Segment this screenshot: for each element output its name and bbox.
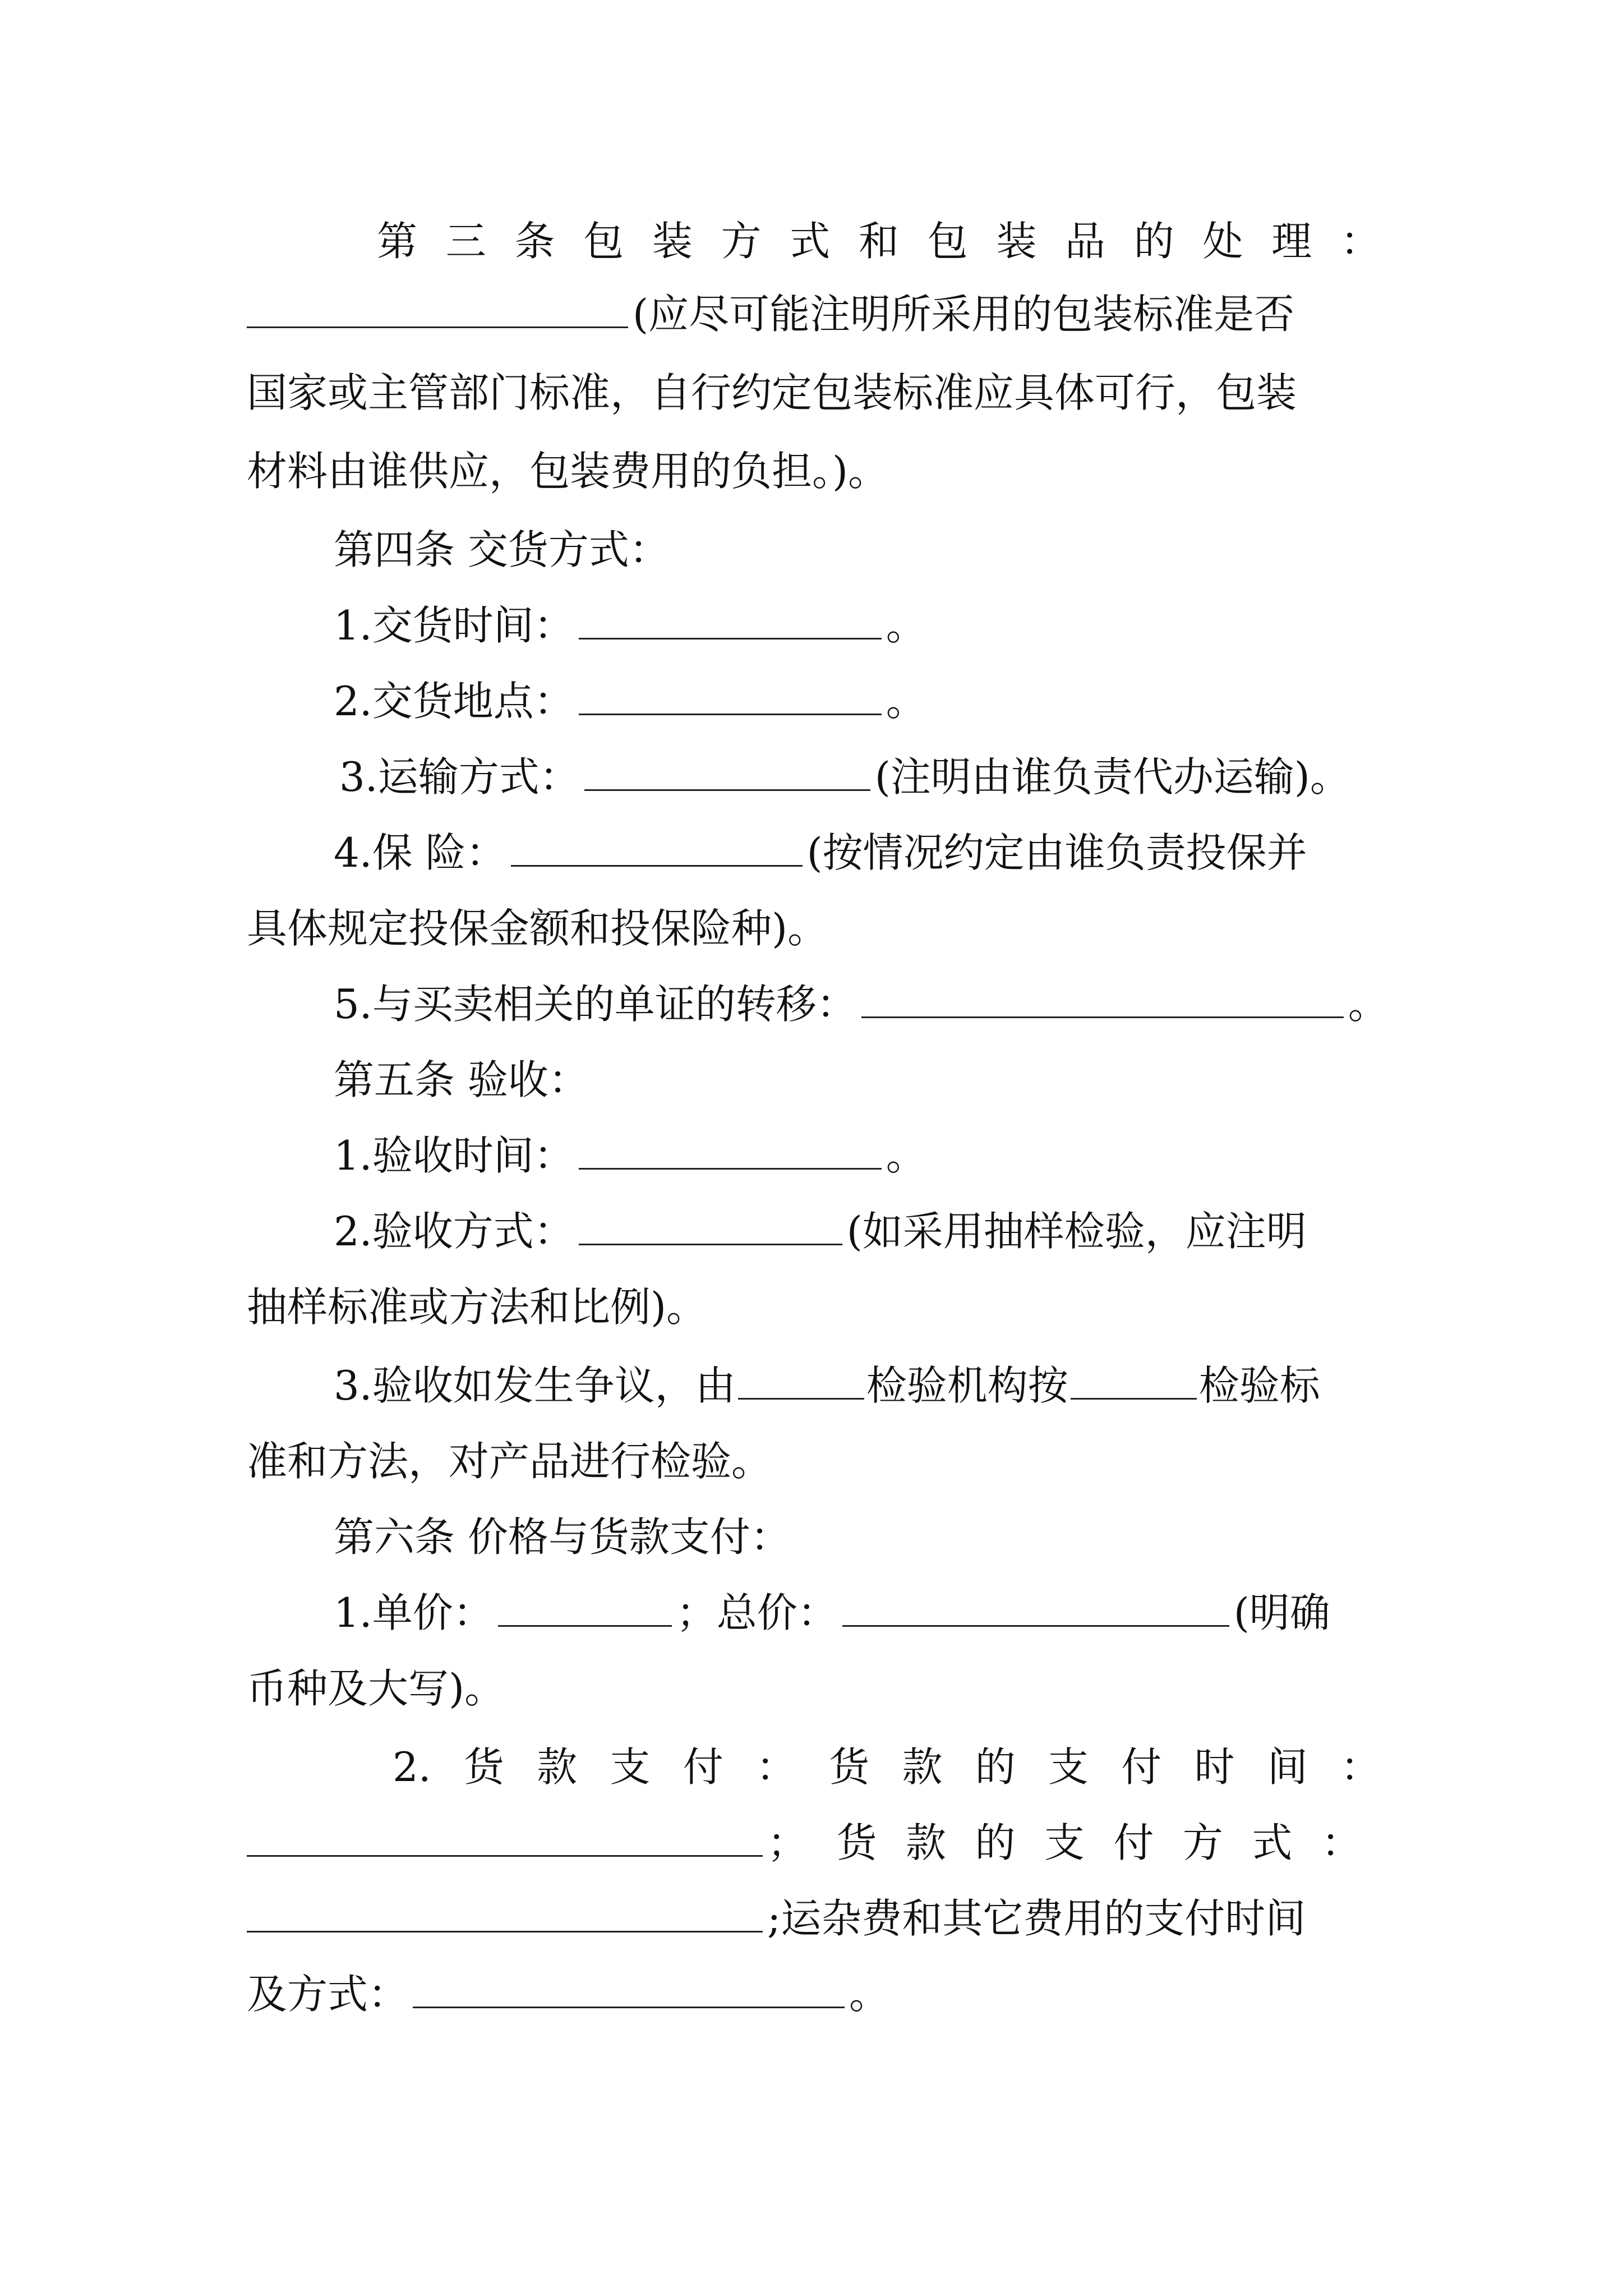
article-3-line-2: 国家或主管部门标准，自行约定包装标准应具体可行，包装 <box>247 369 1297 416</box>
documents-end: 。 <box>1348 981 1389 1028</box>
other-fees-method-line <box>247 1961 1380 2028</box>
inspection-time-line <box>334 1122 1467 1189</box>
payment-method-blank[interactable] <box>247 1897 763 1932</box>
payment-time-line <box>393 1733 1381 1801</box>
other-fees-line <box>247 1885 1380 1952</box>
documents-blank[interactable] <box>861 983 1344 1018</box>
article-3-title-char: 理 <box>1271 218 1312 265</box>
unit-price-blank[interactable] <box>498 1591 672 1627</box>
other-fees-end: 。 <box>849 1971 890 2018</box>
article-3-title-char: ： <box>1340 218 1381 265</box>
payment-time-label-char: 支 <box>1048 1743 1089 1791</box>
insurance-note-2: 具体规定投保金额和投保险种)。 <box>247 905 828 952</box>
payment-method-label-char: ： <box>1321 1819 1362 1866</box>
inspection-method-note-1: (如采用抽样检验，应注明 <box>846 1208 1307 1255</box>
delivery-place-line <box>334 668 1467 735</box>
payment-method-label-char: 付 <box>1113 1819 1154 1866</box>
article-3-title-char: 和 <box>858 218 899 265</box>
payment-time-label-char: 货 <box>829 1743 870 1791</box>
transport-label: 3.运输方式： <box>339 753 580 800</box>
payment-method-label-char: 货 <box>836 1819 877 1866</box>
delivery-time-label: 1.交货时间： <box>334 602 574 649</box>
inspection-method-blank[interactable] <box>579 1210 842 1245</box>
payment-time-label-char: 付 <box>683 1743 723 1791</box>
inspection-time-end: 。 <box>886 1132 926 1179</box>
delivery-place-label: 2.交货地点： <box>334 678 574 725</box>
article-3-title <box>377 208 1381 275</box>
payment-time-label-char: ： <box>755 1743 796 1791</box>
payment-time-label-char: 款 <box>537 1743 578 1791</box>
unit-price-label: 1.单价： <box>334 1589 494 1636</box>
other-fees-text: ;运杂费和其它费用的支付时间 <box>767 1895 1306 1942</box>
article-4-heading: 第四条 交货方式： <box>334 526 670 573</box>
payment-method-label-char: 的 <box>975 1819 1016 1866</box>
payment-method-label <box>767 1809 1362 1876</box>
payment-time-label-char: 支 <box>610 1743 651 1791</box>
payment-method-label-char: 式 <box>1252 1819 1293 1866</box>
transport-note: (注明由谁负责代办运输)。 <box>874 753 1350 800</box>
inspection-time-label: 1.验收时间： <box>334 1132 574 1179</box>
payment-time-label-char: 的 <box>975 1743 1016 1791</box>
delivery-place-blank[interactable] <box>579 680 882 715</box>
article-3-note-1: (应尽可能注明所采用的包装标准是否 <box>633 291 1295 338</box>
article-3-title-char: 式 <box>790 218 831 265</box>
article-3-title-char: 装 <box>652 218 693 265</box>
payment-time-label-char: 时 <box>1194 1743 1235 1791</box>
article-3-title-char: 条 <box>514 218 555 265</box>
payment-time-label-char: 款 <box>902 1743 943 1791</box>
delivery-place-end: 。 <box>886 678 926 725</box>
article-3-title-char: 装 <box>996 218 1037 265</box>
total-price-label: ；总价： <box>676 1589 838 1636</box>
insurance-line <box>334 819 1467 886</box>
insurance-blank[interactable] <box>511 831 803 867</box>
packaging-blank[interactable] <box>247 293 628 328</box>
inspection-time-blank[interactable] <box>579 1134 882 1170</box>
insurance-note-1: (按情况约定由谁负责投保并 <box>806 829 1307 876</box>
payment-method-label-char: 方 <box>1182 1819 1223 1866</box>
payment-method-label-char: 款 <box>905 1819 946 1866</box>
payment-time-label-char: 付 <box>1121 1743 1162 1791</box>
dispute-text-a: 3.验收如发生争议，由 <box>334 1362 736 1409</box>
article-3-title-char: 第 <box>377 218 418 265</box>
delivery-time-blank[interactable] <box>579 604 882 639</box>
article-6-heading: 第六条 价格与货款支付： <box>334 1513 791 1561</box>
payment-time-label-char: 间 <box>1267 1743 1308 1791</box>
delivery-time-end: 。 <box>886 602 926 649</box>
inspection-method-note-2: 抽样标准或方法和比例)。 <box>247 1283 707 1331</box>
documents-label: 5.与买卖相关的单证的转移： <box>334 981 857 1028</box>
article-3-title-char: 包 <box>927 218 968 265</box>
delivery-time-line <box>334 592 1467 659</box>
dispute-text-c: 检验标 <box>1198 1362 1320 1409</box>
article-3-title-char: 品 <box>1065 218 1106 265</box>
payment-method-label-char: 支 <box>1044 1819 1085 1866</box>
payment-method-line <box>247 1809 1380 1876</box>
article-3-line-1 <box>247 280 1380 348</box>
payment-time-blank[interactable] <box>247 1821 763 1857</box>
other-fees-blank[interactable] <box>413 1973 845 2008</box>
total-price-blank[interactable] <box>842 1591 1229 1627</box>
article-3-title-char: 方 <box>721 218 762 265</box>
inspection-agency-blank[interactable] <box>738 1364 864 1400</box>
article-5-heading: 第五条 验收： <box>334 1056 589 1103</box>
article-3-title-char: 包 <box>583 218 624 265</box>
inspection-method-label: 2.验收方式： <box>334 1208 574 1255</box>
transport-blank[interactable] <box>584 756 870 791</box>
payment-method-label-char: ； <box>767 1819 808 1866</box>
dispute-text-b: 检验机构按 <box>866 1362 1068 1409</box>
price-note-2: 币种及大写)。 <box>247 1665 505 1712</box>
documents-line <box>334 970 1467 1038</box>
insurance-label: 4.保 险： <box>334 829 506 876</box>
payment-time-label-char: 2. <box>393 1743 431 1791</box>
inspection-standard-blank[interactable] <box>1071 1364 1197 1400</box>
other-fees-label: 及方式： <box>247 1971 409 2018</box>
price-line <box>334 1579 1467 1646</box>
dispute-line-2: 准和方法，对产品进行检验。 <box>247 1438 772 1485</box>
payment-time-label-char: 货 <box>463 1743 504 1791</box>
transport-line <box>339 743 1472 811</box>
article-3-line-3: 材料由谁供应，包装费用的负担。)。 <box>247 448 889 495</box>
article-3-title-char: 的 <box>1133 218 1174 265</box>
payment-time-label-char: ： <box>1340 1743 1381 1791</box>
dispute-line <box>334 1352 1467 1419</box>
price-note-1: (明确 <box>1233 1589 1330 1636</box>
article-3-title-char: 三 <box>445 218 486 265</box>
article-3-title-char: 处 <box>1202 218 1243 265</box>
inspection-method-line <box>334 1198 1467 1265</box>
